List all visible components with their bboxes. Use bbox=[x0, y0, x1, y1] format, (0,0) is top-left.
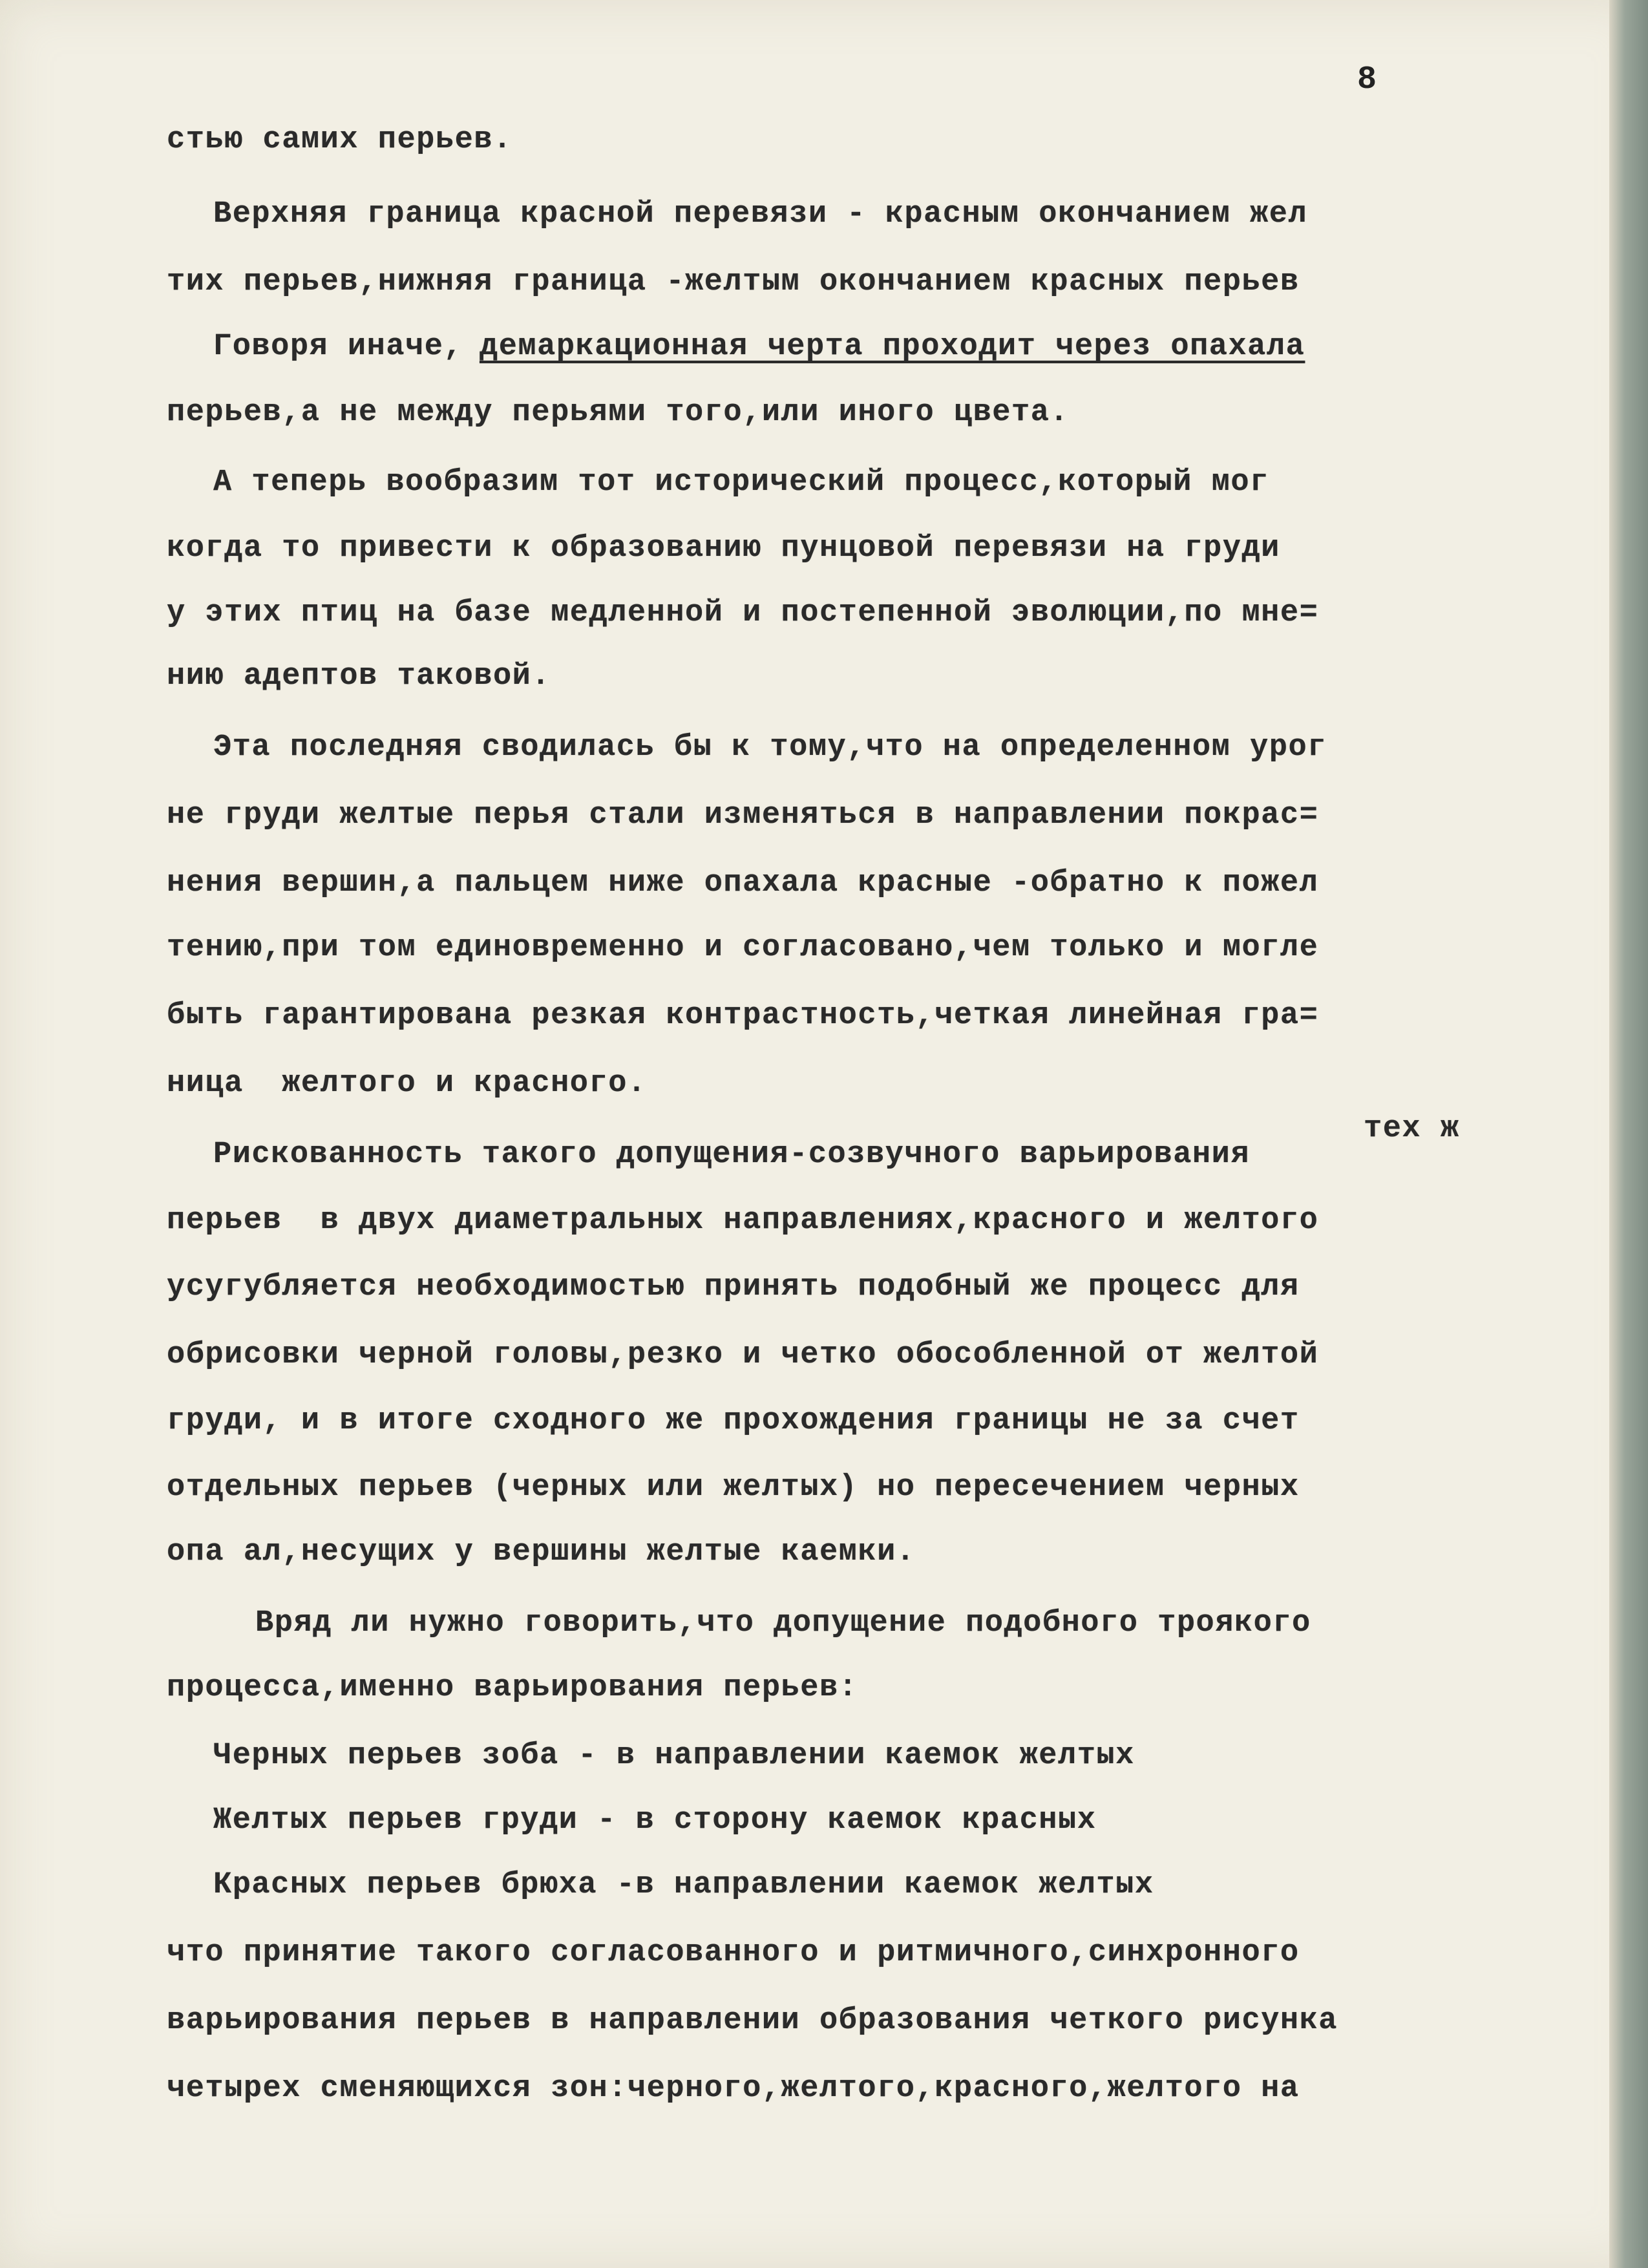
text-line: Эта последняя сводилась бы к тому,что на определенном урог bbox=[213, 730, 1327, 765]
text-line: что принятие такого согласованного и ритмичного,синхронного bbox=[167, 1936, 1300, 1970]
text-line-margin: тех ж bbox=[1364, 1112, 1460, 1146]
text-line: не груди желтые перья стали изменяться в направлении покрас= bbox=[167, 798, 1319, 832]
page-number: 8 bbox=[1357, 61, 1377, 98]
text-line-underlined: демаркационная черта проходит через опахала bbox=[480, 330, 1305, 364]
text-line: Рискованность такого допущения-созвучного варьирования bbox=[213, 1138, 1251, 1172]
text-line: стью самих перьев. bbox=[167, 123, 512, 157]
text-line: перьев в двух диаметральных направлениях,красного и желтого bbox=[167, 1203, 1319, 1238]
text-line: Верхняя граница красной перевязи - красным окончанием жел bbox=[213, 197, 1308, 231]
text-line: перьев,а не между перьями того,или иного цвета. bbox=[167, 396, 1070, 430]
text-line: усугубляется необходимостью принять подобный же процесс для bbox=[167, 1270, 1300, 1304]
text-line: варьирования перьев в направлении образования четкого рисунка bbox=[167, 2004, 1338, 2038]
text-line: процесса,именно варьирования перьев: bbox=[167, 1671, 858, 1705]
text-line: ница желтого и красного. bbox=[167, 1066, 647, 1101]
text-line: Красных перьев брюха -в направлении каемок желтых bbox=[213, 1868, 1154, 1902]
text-line: тих перьев,нижняя граница -желтым окончанием красных перьев bbox=[167, 265, 1300, 299]
page-edge-strip bbox=[1609, 0, 1648, 2268]
text-line: обрисовки черной головы,резко и четко обособленной от желтой bbox=[167, 1338, 1319, 1372]
text-line: быть гарантирована резкая контрастность,четкая линейная гра= bbox=[167, 999, 1319, 1033]
text-line: тению,при том единовременно и согласовано,чем только и могле bbox=[167, 931, 1319, 965]
text-line: четырех сменяющихся зон:черного,желтого,красного,желтого на bbox=[167, 2072, 1300, 2106]
text-line: нения вершин,а пальцем ниже опахала красные -обратно к пожел bbox=[167, 866, 1319, 900]
text-line: когда то привести к образованию пунцовой перевязи на груди bbox=[167, 531, 1280, 566]
text-line: Вряд ли нужно говорить,что допущение подобного троякого bbox=[255, 1606, 1311, 1640]
text-line: у этих птиц на базе медленной и постепенной эволюции,по мне= bbox=[167, 596, 1319, 630]
text-line: Желтых перьев груди - в сторону каемок красных bbox=[213, 1803, 1097, 1838]
text-line: Черных перьев зоба - в направлении каемок желтых bbox=[213, 1739, 1135, 1773]
text-line: Говоря иначе, bbox=[213, 330, 463, 364]
text-line: груди, и в итоге сходного же прохождения границы не за счет bbox=[167, 1404, 1300, 1438]
text-line: опа ал,несущих у вершины желтые каемки. bbox=[167, 1535, 916, 1569]
text-line: А теперь вообразим тот исторический процесс,который мог bbox=[213, 465, 1269, 500]
text-line: нию адептов таковой. bbox=[167, 659, 551, 694]
text-line: отдельных перьев (черных или желтых) но пересечением черных bbox=[167, 1470, 1300, 1505]
